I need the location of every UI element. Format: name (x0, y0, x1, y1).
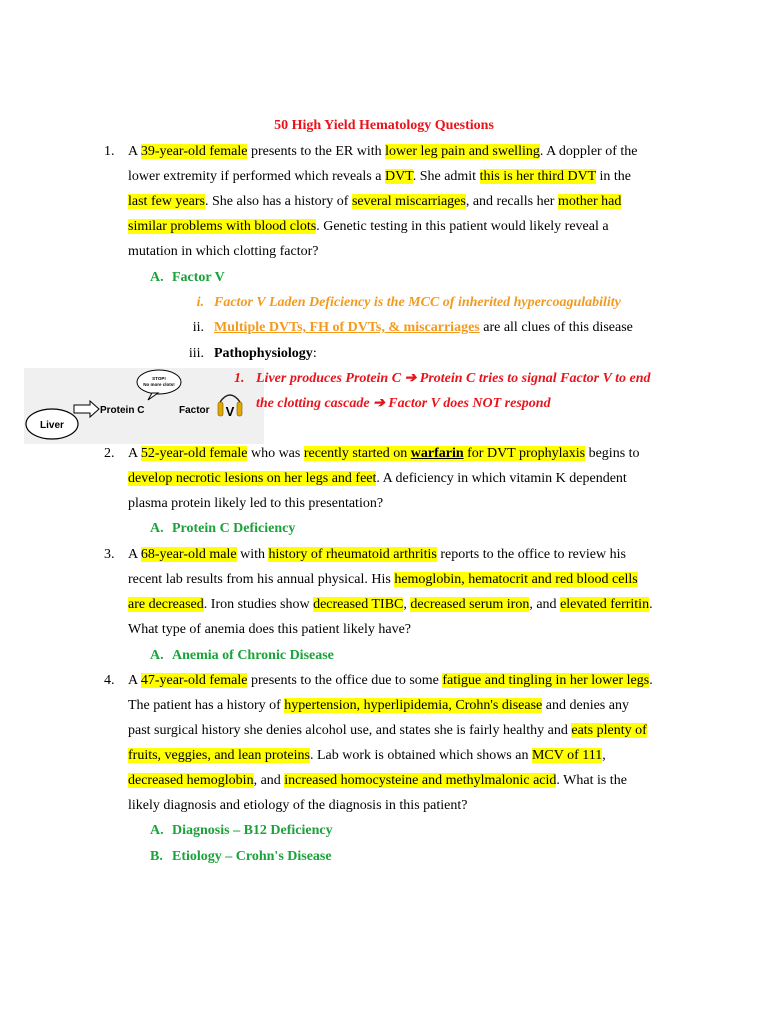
headphone-right-icon (237, 402, 242, 416)
answer: A. Factor V (150, 270, 225, 285)
diagram-graphic (24, 368, 264, 444)
question-line: are decreased. Iron studies show decreased TIBC, decreased serum iron, and elevated ferritin. (128, 597, 653, 612)
question-line: similar problems with blood clots. Genetic testing in this patient would likely reveal a (128, 219, 609, 234)
arrow-icon (74, 401, 99, 417)
protein-c-label: Protein C (100, 405, 145, 416)
bubble-line-2: No more clots! (143, 382, 175, 387)
question-number: 2. (104, 446, 115, 461)
question-line: A 68-year-old male with history of rheumatoid arthritis reports to the office to review his (128, 547, 626, 562)
question-line: The patient has a history of hypertension, hyperlipidemia, Crohn's disease and denies any (128, 698, 629, 713)
answer-etiology: B. Etiology – Crohn's Disease (150, 849, 332, 864)
pathophysiology-diagram (24, 368, 264, 444)
bubble-line-1: STOP! (152, 376, 166, 381)
pathophysiology-step-cont: the clotting cascade ➔ Factor V does NOT respond (256, 396, 551, 411)
headphone-left-icon (218, 402, 223, 416)
question-line: lower extremity if performed which reveals a DVT. She admit this is her third DVT in the (128, 169, 631, 184)
factor-v-label: V (225, 404, 235, 419)
answer: A. Protein C Deficiency (150, 521, 296, 536)
question-line: last few years. She also has a history of several miscarriages, and recalls her mother had (128, 194, 622, 209)
question-line: plasma protein likely led to this presentation? (128, 496, 384, 511)
question-number: 1. (104, 144, 115, 159)
speech-bubble-tail (148, 393, 158, 400)
question-line: fruits, veggies, and lean proteins. Lab work is obtained which shows an MCV of 111, (128, 748, 606, 763)
liver-label: Liver (40, 420, 64, 431)
headphone-band-icon (220, 395, 240, 402)
question-line: recent lab results from his annual physical. His hemoglobin, hematocrit and red blood cells (128, 572, 638, 587)
question-number: 4. (104, 673, 115, 688)
question-line: A 52-year-old female who was recently started on warfarin for DVT prophylaxis begins to (128, 446, 640, 461)
factor-label: Factor (179, 405, 210, 416)
question-line: A 47-year-old female presents to the office due to some fatigue and tingling in her lower legs. (128, 673, 653, 688)
answer-diagnosis: A. Diagnosis – B12 Deficiency (150, 823, 333, 838)
question-number: 3. (104, 547, 115, 562)
question-line: A 39-year-old female presents to the ER with lower leg pain and swelling. A doppler of the (128, 144, 638, 159)
question-line: develop necrotic lesions on her legs and feet. A deficiency in which vitamin K dependent (128, 471, 627, 486)
question-line: likely diagnosis and etiology of the diagnosis in this patient? (128, 798, 468, 813)
question-line: decreased hemoglobin, and increased homocysteine and methylmalonic acid. What is the (128, 773, 627, 788)
question-line: What type of anemia does this patient likely have? (128, 622, 412, 637)
question-line: past surgical history she denies alcohol use, and states she is fairly healthy and eats plenty of (128, 723, 647, 738)
question-line: mutation in which clotting factor? (128, 244, 319, 259)
answer: A. Anemia of Chronic Disease (150, 648, 334, 663)
document-title: 50 High Yield Hematology Questions (274, 118, 494, 133)
